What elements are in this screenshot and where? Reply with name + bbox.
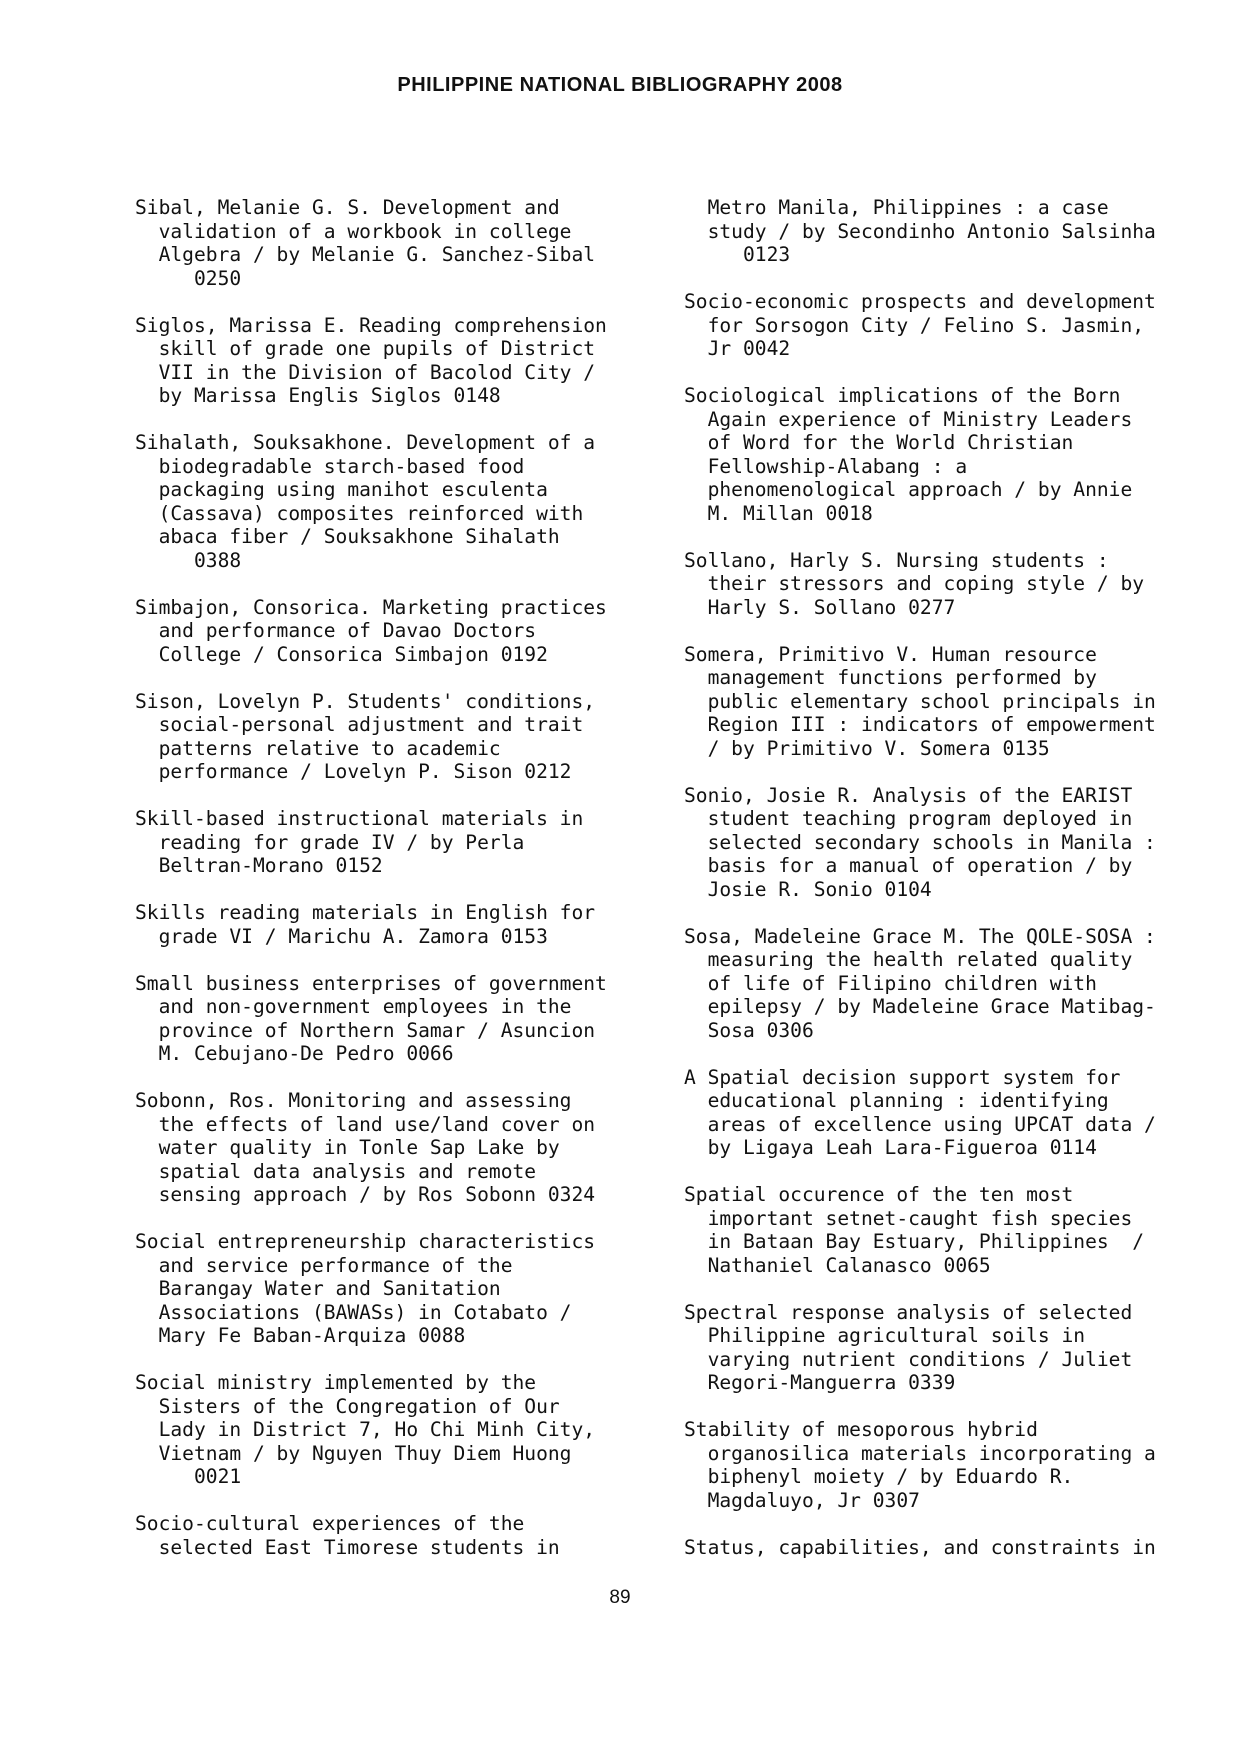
bibliography-entry: Sison, Lovelyn P. Students' conditions, social-personal adjustment and trait patterns relative to academic performance / Lovelyn P. Sison 0212: [135, 689, 596, 783]
bibliography-entry: Stability of mesoporous hybrid organosilica materials incorporating a biphenyl moiety / by Eduardo R. Magdaluyo, Jr 0307: [684, 1418, 1156, 1512]
bibliography-entry: Social ministry implemented by the Sisters of the Congregation of Our Lady in District 7, Ho Chi Minh City, Vietnam / by Nguyen Thuy Diem Huong 0021: [135, 1371, 596, 1488]
bibliography-entry: Sobonn, Ros. Monitoring and assessing the effects of land use/land cover on water quality in Tonle Sap Lake by spatial data analysis and remote sensing approach / by Ros Sobonn 0324: [135, 1089, 596, 1206]
bibliography-entry: Sosa, Madeleine Grace M. The QOLE-SOSA : measuring the health related quality of life of Filipino children with epilepsy / by Madeleine Grace Matibag- Sosa 0306: [684, 924, 1156, 1042]
bibliography-entry: Sibal, Melanie G. S. Development and validation of a workbook in college Algebra / by Melanie G. Sanchez-Sibal 0250: [135, 196, 596, 290]
bibliography-entry: Siglos, Marissa E. Reading comprehension skill of grade one pupils of District VII in the Division of Bacolod City / by Marissa Englis Siglos 0148: [135, 313, 607, 407]
bibliography-entry: Social entrepreneurship characteristics and service performance of the Barangay Water and Sanitation Associations (BAWASs) in Cotabato / Mary Fe Baban-Arquiza 0088: [135, 1230, 596, 1347]
page-header-title: PHILIPPINE NATIONAL BIBLIOGRAPHY 2008: [397, 74, 843, 96]
page-number: 89: [609, 1587, 631, 1608]
bibliography-entry: Small business enterprises of government and non-government employees in the province of Northern Samar / Asuncion M. Cebujano-De Pedro 0066: [135, 971, 607, 1065]
bibliography-entry: Skill-based instructional materials in reading for grade IV / by Perla Beltran-Morano 0152: [135, 807, 584, 877]
bibliography-entry: Sonio, Josie R. Analysis of the EARIST student teaching program deployed in selected secondary schools in Manila : basis for a manual of operation / by Josie R. Sonio 0104: [684, 783, 1156, 901]
bibliography-entry: Sollano, Harly S. Nursing students : their stressors and coping style / by Harly S. Sollano 0277: [684, 548, 1145, 619]
bibliography-entry: Spectral response analysis of selected Philippine agricultural soils in varying nutrient conditions / Juliet Regori-Manguerra 0339: [684, 1300, 1133, 1394]
right-column: [684, 196, 1194, 1583]
bibliography-entry: Socio-economic prospects and development for Sorsogon City / Felino S. Jasmin, Jr 0042: [684, 290, 1156, 360]
left-column: [135, 196, 645, 1583]
bibliography-entry: Somera, Primitivo V. Human resource management functions performed by public elementary school principals in Region III : indicators of empowerment / by Primitivo V. Somera 0135: [684, 642, 1156, 760]
bibliography-entry: Socio-cultural experiences of the selected East Timorese students in: [135, 1512, 560, 1559]
bibliography-entry: Skills reading materials in English for grade VI / Marichu A. Zamora 0153: [135, 901, 596, 948]
bibliography-entry: Status, capabilities, and constraints in: [684, 1535, 1156, 1559]
bibliography-entry: Spatial occurence of the ten most important setnet-caught fish species in Bataan Bay Estuary, Philippines / Nathaniel Calanasco 0065: [684, 1183, 1145, 1277]
bibliography-entry: Sihalath, Souksakhone. Development of a biodegradable starch-based food packaging using manihot esculenta (Cassava) composites reinforced with abaca fiber / Souksakhone Sihalath 0388: [135, 431, 596, 572]
bibliography-entry: Sociological implications of the Born Again experience of Ministry Leaders of Word for the World Christian Fellowship-Alabang : a phenomenological approach / by Annie M. Millan 0018: [684, 384, 1133, 525]
bibliography-entry: Simbajon, Consorica. Marketing practices and performance of Davao Doctors College / Consorica Simbajon 0192: [135, 595, 607, 666]
bibliography-entry-continued: Metro Manila, Philippines : a case study / by Secondinho Antonio Salsinha 0123: [707, 196, 1156, 266]
bibliography-entry: A Spatial decision support system for educational planning : identifying areas of excellence using UPCAT data / by Ligaya Leah Lara-Figueroa 0114: [684, 1065, 1156, 1159]
